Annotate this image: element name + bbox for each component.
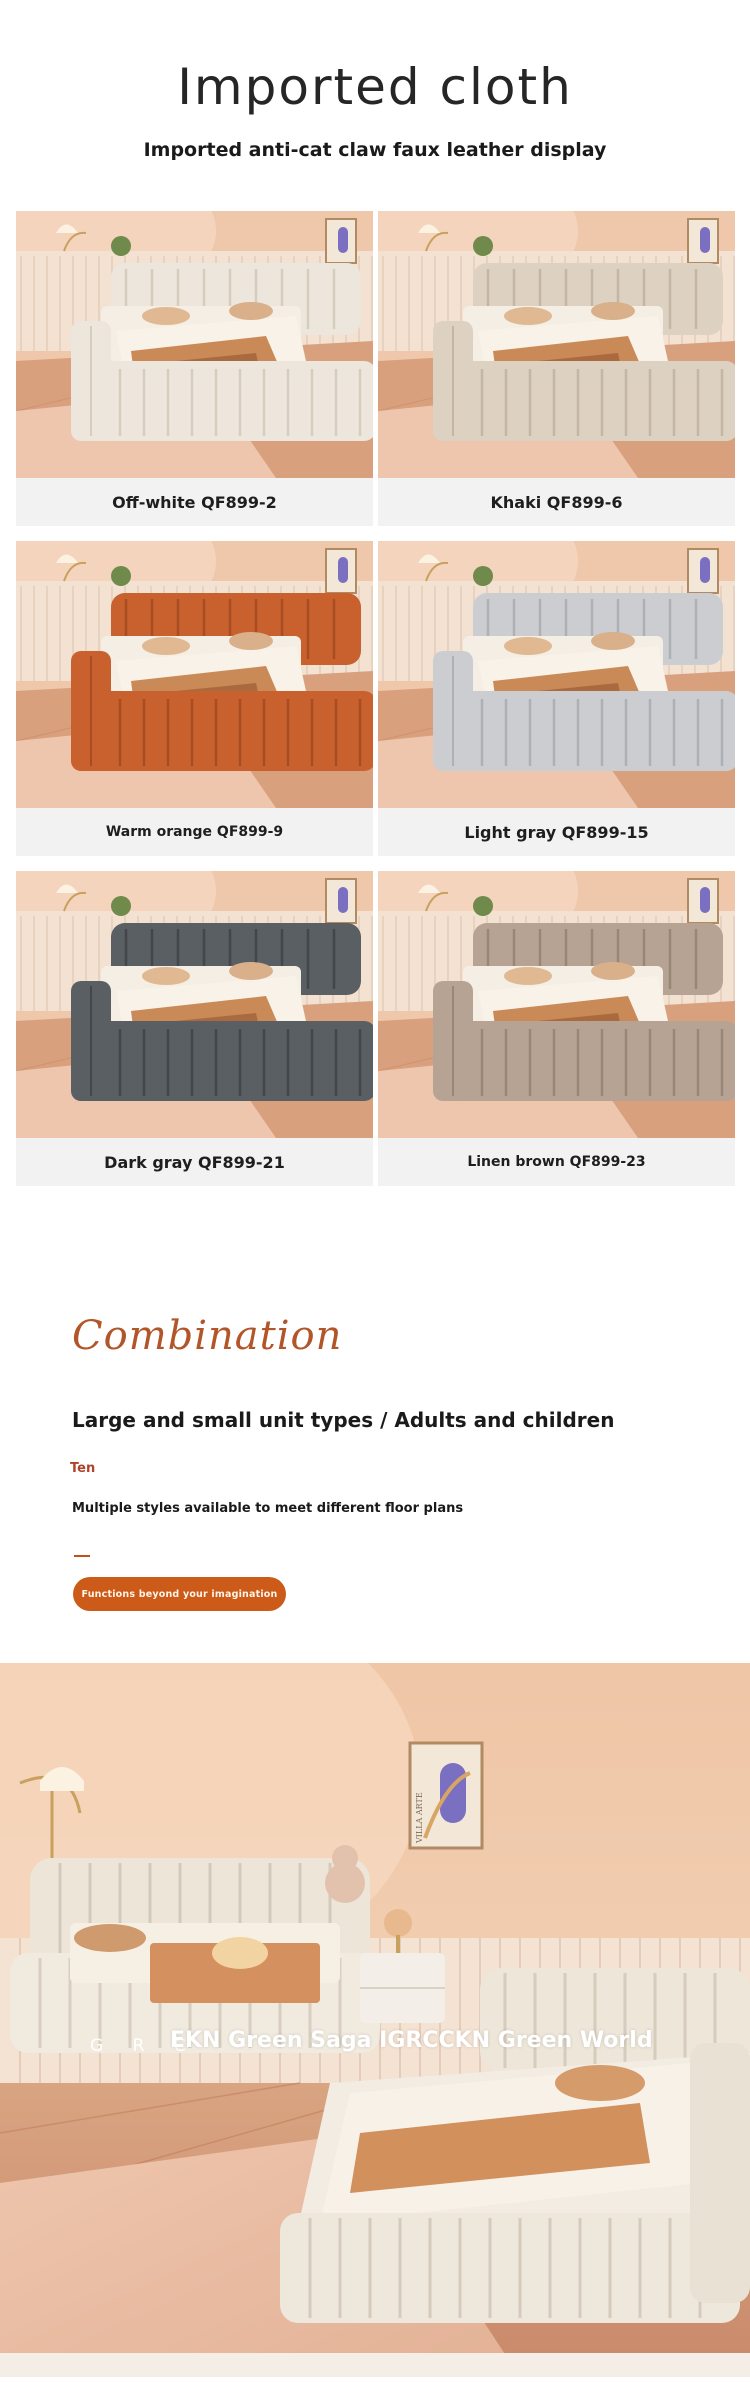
page-title: Imported cloth [177,58,573,116]
swatch-label: Light gray QF899-15 [378,808,735,856]
swatch-card [16,871,373,1186]
combination-script-title: Combination [72,1313,343,1359]
accent-dash [74,1555,90,1557]
bed-photo [16,211,373,478]
bed-photo [378,541,735,808]
swatch-card [378,871,735,1186]
swatch-card [378,541,735,856]
hero-grc-watermark: G R C [90,2036,198,2056]
hero-room-illustration [0,1663,750,2377]
swatch-label: Off-white QF899-2 [16,478,373,526]
swatch-card [378,211,735,526]
combination-description: Multiple styles available to meet different floor plans [72,1501,464,1516]
swatch-label: Khaki QF899-6 [378,478,735,526]
hero-room-photo [0,1663,750,2377]
swatch-card [16,541,373,856]
combination-ten-label: Ten [70,1461,96,1476]
poster-text: VILLA ARTE [415,1792,424,1843]
functions-pill-button[interactable]: Functions beyond your imagination [73,1577,286,1611]
swatch-card [16,211,373,526]
bed-photo [378,871,735,1138]
bed-photo [16,871,373,1138]
combination-headline: Large and small unit types / Adults and children [72,1408,615,1432]
bed-photo [378,211,735,478]
page-subtitle: Imported anti-cat claw faux leather display [143,139,607,161]
bed-photo [16,541,373,808]
swatch-label: Linen brown QF899-23 [378,1138,735,1186]
swatch-label: Warm orange QF899-9 [16,808,373,856]
swatch-label: Dark gray QF899-21 [16,1138,373,1186]
hero-caption: EKN Green Saga IGRCCKN Green World [170,2028,653,2053]
